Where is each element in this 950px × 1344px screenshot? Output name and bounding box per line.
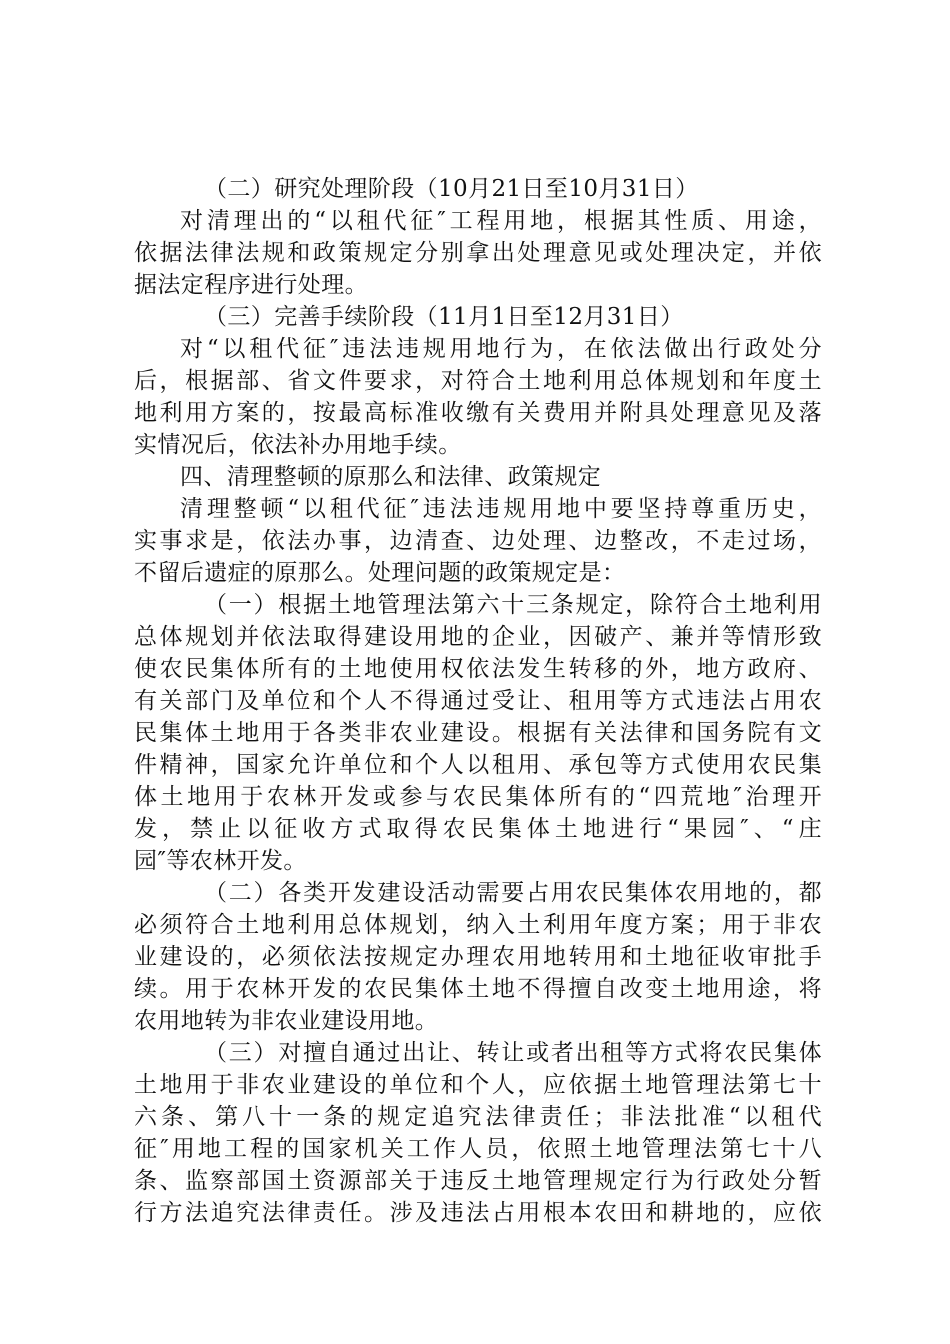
text-line: 续。用于农林开发的农民集体土地不得擅自改变土地用途，将 (134, 976, 822, 1002)
document-body (134, 173, 822, 1229)
text-line: 有关部门及单位和个人不得通过受让、租用等方式违法占用农 (134, 688, 822, 714)
text-line: 条、监察部国土资源部关于违反土地管理规定行为行政处分暂 (134, 1168, 822, 1194)
text-line: 对“以租代征″违法违规用地行为，在依法做出行政处分 (180, 336, 822, 362)
text-line: 后，根据部、省文件要求，对符合土地利用总体规划和年度土 (134, 368, 822, 394)
text-line: 件精神，国家允许单位和个人以租用、承包等方式使用农民集 (134, 752, 822, 778)
text-line: 不留后遗症的原那么。处理问题的政策规定是： (134, 560, 626, 586)
text-line: 业建设的，必须依法按规定办理农用地转用和土地征收审批手 (134, 944, 822, 970)
text-line: 据法定程序进行处理。 (134, 272, 368, 298)
text-line: 发，禁止以征收方式取得农民集体土地进行“果园″、“庄 (134, 816, 822, 842)
text-line: 地利用方案的，按最高标准收缴有关费用并附具处理意见及落 (134, 400, 822, 426)
text-line: 实事求是，依法办事，边清查、边处理、边整改，不走过场， (134, 528, 822, 554)
text-line: 四、清理整顿的原那么和法律、政策规定 (180, 464, 602, 490)
text-line: 总体规划并依法取得建设用地的企业，因破产、兼并等情形致 (134, 624, 822, 650)
text-line: 征″用地工程的国家机关工作人员，依照土地管理法第七十八 (134, 1136, 822, 1162)
text-line: 农用地转为非农业建设用地。 (134, 1008, 439, 1034)
text-line: 对清理出的“以租代征″工程用地，根据其性质、用途， (180, 208, 822, 234)
text-line: 行方法追究法律责任。涉及违法占用根本农田和耕地的，应依 (134, 1200, 822, 1226)
text-line: 实情况后，依法补办用地手续。 (134, 432, 462, 458)
text-line: （三）对擅自通过出让、转让或者出租等方式将农民集体 (204, 1040, 822, 1066)
text-line: 清理整顿“以租代征″违法违规用地中要坚持尊重历史， (180, 496, 822, 522)
text-line: 园″等农林开发。 (134, 848, 307, 874)
text-line: （三）完善手续阶段（11月1日至12月31日） (204, 304, 684, 330)
text-line: （二）各类开发建设活动需要占用农民集体农用地的，都 (204, 880, 822, 906)
text-line: 使农民集体所有的土地使用权依法发生转移的外，地方政府、 (134, 656, 822, 682)
text-line: 依据法律法规和政策规定分别拿出处理意见或处理决定，并依 (134, 240, 822, 266)
text-line: 土地用于非农业建设的单位和个人，应依据土地管理法第七十 (134, 1072, 822, 1098)
text-line: （一）根据土地管理法第六十三条规定，除符合土地利用 (204, 592, 822, 618)
text-line: （二）研究处理阶段（10月21日至10月31日） (204, 176, 699, 202)
text-line: 民集体土地用于各类非农业建设。根据有关法律和国务院有文 (134, 720, 822, 746)
text-line: 必须符合土地利用总体规划，纳入土利用年度方案；用于非农 (134, 912, 822, 938)
text-line: 体土地用于农林开发或参与农民集体所有的“四荒地″治理开 (134, 784, 822, 810)
text-line: 六条、第八十一条的规定追究法律责任；非法批准“以租代 (134, 1104, 822, 1130)
